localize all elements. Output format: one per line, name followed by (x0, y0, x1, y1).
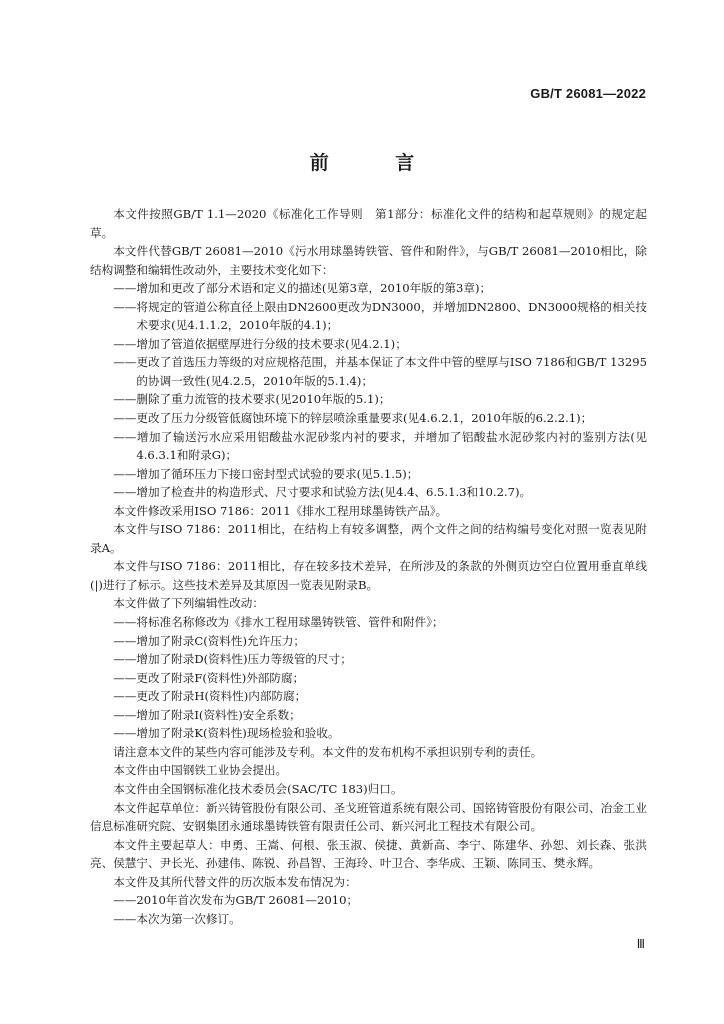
list-item: ——将标准名称修改为《排水工程用球墨铸铁管、管件和附件》； (113, 615, 444, 630)
paragraph: 本文件代替GB/T 26081—2010《污水用球墨铸铁管、管件和附件》，与GB/T 26081—2010相比，除结构调整和编辑性改动外，主要技术变化如下： (90, 244, 647, 277)
list-item: ——将规定的管道公称直径上限由DN2600更改为DN3000，并增加DN2800、DN3000规格的相关技术要求(见4.1.1.2，2010年版的4.1)； (113, 299, 647, 333)
list-item: ——增加了附录K(资料性)现场检验和验收。 (113, 726, 340, 741)
standard-code: GB/T 26081—2022 (530, 86, 646, 101)
foreword-body (90, 205, 647, 928)
list-item: ——更改了压力分级管低腐蚀环境下的锌层喷涂重量要求(见4.6.2.1，2010年版的6.2.2.1)； (113, 411, 593, 426)
paragraph: 请注意本文件的某些内容可能涉及专利。本文件的发布机构不承担识别专利的责任。 (113, 744, 543, 759)
paragraph: 本文件起草单位：新兴铸管股份有限公司、圣戈班管道系统有限公司、国铭铸管股份有限公司、冶金工业信息标准研究院、安钢集团永通球墨铸铁管有限责任公司、新兴河北工程技术有限公司。 (90, 800, 647, 834)
list-item: ——更改了首选压力等级的对应规格范围，并基本保证了本文件中管的壁厚与ISO 7186和GB/T 13295的协调一致性(见4.2.5，2010年版的5.1.4)； (113, 355, 647, 388)
list-item: ——本次为第一次修订。 (113, 911, 241, 926)
page-number: Ⅲ (636, 937, 645, 951)
list-item: ——删除了重力流管的技术要求(见2010年版的5.1)； (113, 392, 391, 407)
list-item: ——更改了附录F(资料性)外部防腐； (113, 670, 305, 685)
list-item: ——增加了循环压力下接口密封型式试验的要求(见5.1.5)； (113, 466, 419, 481)
paragraph: 本文件做了下列编辑性改动： (113, 596, 264, 611)
list-item: ——增加了附录C(资料性)允许压力； (113, 633, 306, 648)
paragraph: 本文件与ISO 7186：2011相比，存在较多技术差异，在所涉及的条款的外侧页边空白位置用垂直单线(|)进行了标示。这些技术差异及其原因一览表见附录B。 (90, 559, 647, 592)
paragraph: 本文件与ISO 7186：2011相比，在结构上有较多调整，两个文件之间的结构编号变化对照一览表见附录A。 (90, 522, 647, 555)
list-item: ——2010年首次发布为GB/T 26081—2010； (113, 893, 359, 908)
paragraph: 本文件主要起草人：申勇、王嵩、何根、张玉淑、侯捷、黄新高、李宁、陈建华、孙恕、刘长森、张洪亮、侯慧宁、尹长光、孙建伟、陈锐、孙昌智、王海玲、叶卫合、李华成、王颖、陈同玉、樊永辉。 (90, 837, 647, 871)
list-item: ——增加了检查井的构造形式、尺寸要求和试验方法(见4.4、6.5.1.3和10.2.7)。 (113, 485, 532, 500)
list-item: ——更改了附录H(资料性)内部防腐； (113, 689, 307, 704)
list-item: ——增加了管道依据壁厚进行分级的技术要求(见4.2.1)； (113, 336, 407, 351)
paragraph: 本文件按照GB/T 1.1—2020《标准化工作导则 第1部分：标准化文件的结构和起草规则》的规定起草。 (90, 207, 647, 240)
paragraph: 本文件由全国钢标准化技术委员会(SAC/TC 183)归口。 (113, 781, 403, 796)
list-item: ——增加了附录I(资料性)安全系数； (113, 707, 301, 722)
page-title: 前 言 (309, 152, 445, 174)
paragraph: 本文件修改采用ISO 7186：2011《排水工程用球墨铸铁产品》。 (113, 503, 448, 518)
list-item: ——增加和更改了部分术语和定义的描述(见第3章，2010年版的第3章)； (113, 281, 492, 296)
paragraph: 本文件由中国钢铁工业协会提出。 (113, 763, 288, 778)
list-item: ——增加了附录D(资料性)压力等级管的尺寸； (113, 652, 352, 667)
paragraph: 本文件及其所代替文件的历次版本发布情况为： (113, 874, 357, 889)
list-item: ——增加了输送污水应采用铝酸盐水泥砂浆内衬的要求，并增加了铝酸盐水泥砂浆内衬的鉴别方法(见4.6.3.1和附录G)； (113, 429, 647, 463)
